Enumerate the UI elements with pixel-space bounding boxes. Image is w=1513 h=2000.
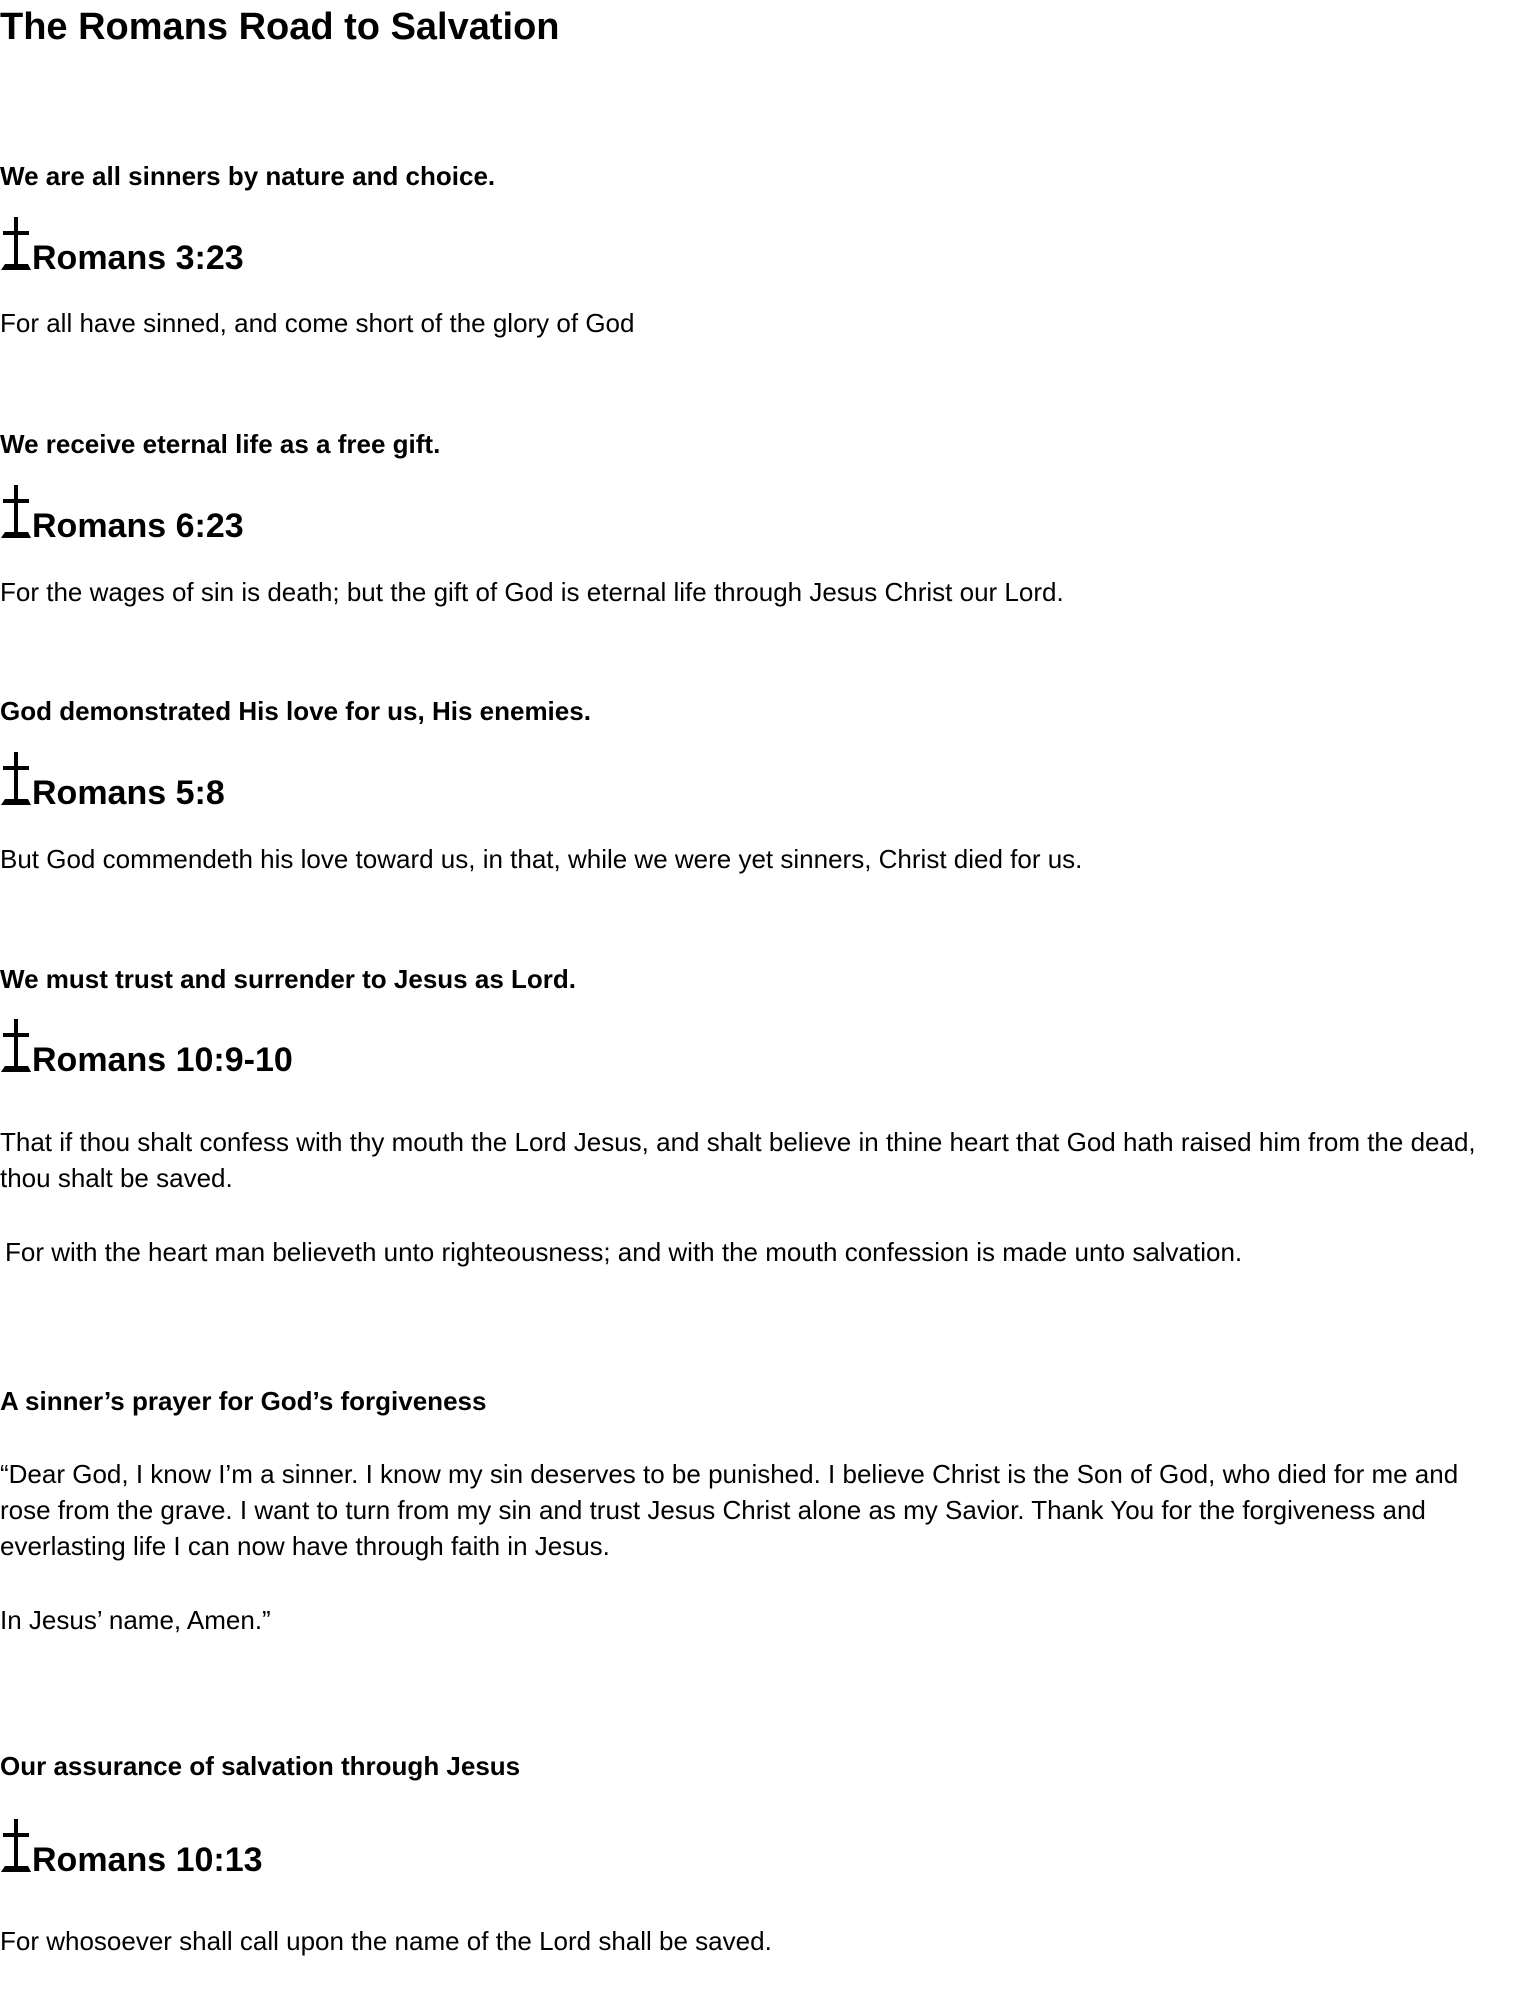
scripture-reference [0,208,244,277]
scripture-reference [0,743,225,812]
prayer-heading: A sinner’s prayer for God’s forgiveness [0,1386,487,1416]
scripture-reference [0,476,244,545]
verse-text: But God commendeth his love toward us, in that, while we were yet sinners, Christ died for us. [0,844,1083,874]
scripture-reference [0,1010,293,1079]
scripture-reference-label: Romans 6:23 [32,507,244,545]
verse-text: That if thou shalt confess with thy mouth the Lord Jesus, and shalt believe in thine heart that God hath raised him from the dead, thou shalt be saved. [0,1127,1476,1193]
section-heading: We receive eternal life as a free gift. [0,429,441,459]
scripture-reference [0,1810,263,1879]
cross-icon [0,749,32,807]
scripture-reference-label: Romans 5:8 [32,774,225,812]
cross-icon [0,1016,32,1074]
prayer-text: “Dear God, I know I’m a sinner. I know my sin deserves to be punished. I believe Christ is the Son of God, who died for me and rose from the grave. I want to turn from my sin and trust Jesus Christ alone as my Savior. Thank You for the forgiveness and everlasting life I can now have through faith in Jesus. [0,1459,1459,1561]
prayer-closing: In Jesus’ name, Amen.” [0,1605,271,1635]
cross-icon [0,482,32,540]
scripture-reference-label: Romans 10:9-10 [32,1041,293,1079]
verse-text: For the wages of sin is death; but the gift of God is eternal life through Jesus Christ our Lord. [0,577,1064,607]
cross-icon [0,214,32,272]
cross-icon [0,1816,32,1874]
scripture-reference-label: Romans 3:23 [32,239,244,277]
section-heading: We must trust and surrender to Jesus as Lord. [0,964,576,994]
section-heading: We are all sinners by nature and choice. [0,161,496,191]
scripture-reference-label: Romans 10:13 [32,1841,263,1879]
assurance-heading: Our assurance of salvation through Jesus [0,1751,521,1781]
verse-text: For whosoever shall call upon the name of the Lord shall be saved. [0,1926,772,1956]
verse-text: For all have sinned, and come short of the glory of God [0,308,635,338]
section-heading: God demonstrated His love for us, His enemies. [0,696,591,726]
verse-text-continued: For with the heart man believeth unto righteousness; and with the mouth confession is made unto salvation. [5,1237,1243,1267]
document-title: The Romans Road to Salvation [0,6,560,48]
